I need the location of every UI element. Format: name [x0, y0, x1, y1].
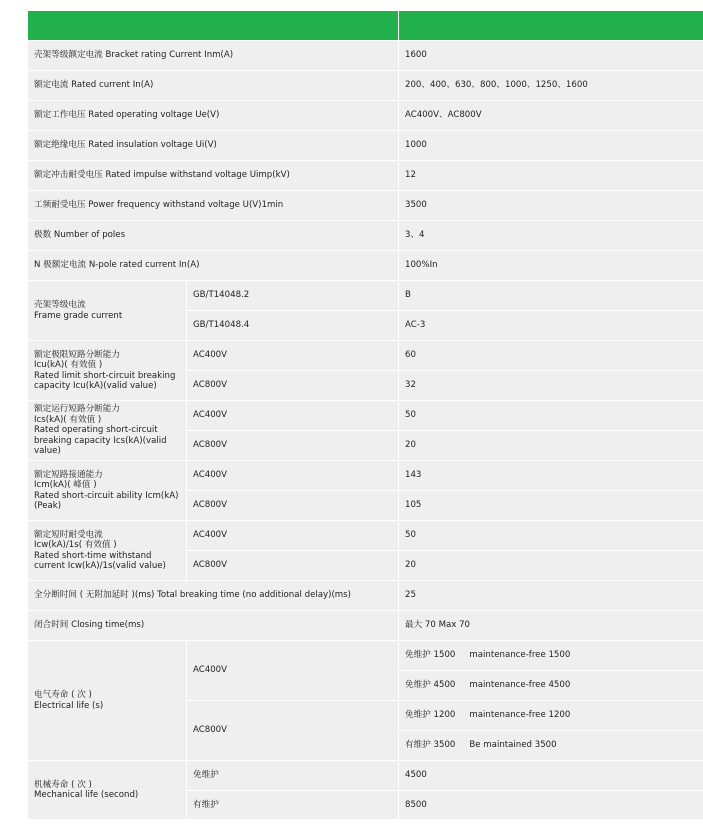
row-label: 工频耐受电压 Power frequency withstand voltage U(V)1min [28, 191, 399, 221]
sub-label: AC400V [187, 461, 399, 491]
row-value: 60 [399, 341, 703, 371]
sub-label: AC400V [187, 341, 399, 371]
group-label-icw [28, 521, 187, 581]
spec-table-container [27, 10, 703, 820]
table-row [28, 191, 703, 221]
value-en: Be maintained 3500 [469, 740, 557, 751]
row-value: 1600 [399, 41, 703, 71]
row-value: 105 [399, 491, 703, 521]
value-cn: 免维护 1500 [405, 650, 456, 661]
sub-label: AC800V [187, 491, 399, 521]
sub-label: AC800V [187, 701, 399, 761]
label-symbol: Icm(kA)( 峰值 ) [34, 480, 97, 491]
label-cn: 额定运行短路分断能力 [34, 404, 120, 415]
row-label: 额定工作电压 Rated operating voltage Ue(V) [28, 101, 399, 131]
label-en: Rated operating short-circuit breaking capacity Ics(kA)(valid value) [34, 425, 167, 457]
label-cn: 额定短路接通能力 [34, 469, 103, 480]
row-value: 50 [399, 401, 703, 431]
table-row [28, 761, 703, 791]
sub-label: AC800V [187, 371, 399, 401]
label-cn: 机械寿命 ( 次 ) [34, 779, 92, 790]
sub-label: 有维护 [187, 791, 399, 820]
table-row [28, 401, 703, 431]
label-cn: 电气寿命 ( 次 ) [34, 690, 92, 701]
row-value: 143 [399, 461, 703, 491]
label-en: Rated short-circuit ability Icm(kA) (Peak) [34, 490, 179, 511]
row-value: 50 [399, 521, 703, 551]
group-label-icm [28, 461, 187, 521]
row-value [399, 701, 703, 731]
sub-label: AC400V [187, 401, 399, 431]
table-row [28, 221, 703, 251]
row-value [399, 641, 703, 671]
header-cell-left [28, 11, 399, 41]
value-en: maintenance-free 1500 [469, 650, 571, 661]
value-cn: 免维护 4500 [405, 680, 456, 691]
row-label: 壳架等级额定电流 Bracket rating Current Inm(A) [28, 41, 399, 71]
table-row [28, 131, 703, 161]
row-value: 4500 [399, 761, 703, 791]
group-label-electrical-life [28, 641, 187, 761]
table-row [28, 611, 703, 641]
row-value: 32 [399, 371, 703, 401]
spec-table [27, 10, 703, 820]
label-cn: 额定短时耐受电流 [34, 529, 103, 540]
group-label-frame-grade [28, 281, 187, 341]
row-value: 200、400、630、800、1000、1250、1600 [399, 71, 703, 101]
sub-label: AC800V [187, 551, 399, 581]
label-en: Mechanical life (second) [34, 790, 139, 800]
row-value: 12 [399, 161, 703, 191]
sub-label: AC800V [187, 431, 399, 461]
row-label: 额定电流 Rated current In(A) [28, 71, 399, 101]
table-row [28, 71, 703, 101]
row-label: 全分断时间 ( 无附加延时 )(ms) Total breaking time (no additional delay)(ms) [28, 581, 399, 611]
row-label: 额定绝缘电压 Rated insulation voltage Ui(V) [28, 131, 399, 161]
sub-label: AC400V [187, 641, 399, 701]
row-value: 25 [399, 581, 703, 611]
label-en: Electrical life (s) [34, 700, 104, 711]
row-label: N 极额定电流 N-pole rated current In(A) [28, 251, 399, 281]
header-cell-right [399, 11, 703, 41]
table-row [28, 521, 703, 551]
row-value: AC-3 [399, 311, 703, 341]
label-en: Rated limit short-circuit breaking capacity Icu(kA)(valid value) [34, 370, 176, 391]
row-value: 最大 70 Max 70 [399, 611, 703, 641]
group-label-mechanical-life [28, 761, 187, 820]
label-symbol: Icw(kA)/1s( 有效值 ) [34, 540, 117, 551]
table-row [28, 161, 703, 191]
table-row [28, 281, 703, 311]
table-header [28, 11, 703, 41]
row-value: 20 [399, 431, 703, 461]
row-value: B [399, 281, 703, 311]
value-cn: 有维护 3500 [405, 740, 456, 751]
table-row [28, 461, 703, 491]
label-en: Rated short-time withstand current Icw(kA)/1s(valid value) [34, 550, 166, 571]
table-row [28, 641, 703, 671]
label-en: Frame grade current [34, 310, 123, 321]
row-label: 额定冲击耐受电压 Rated impulse withstand voltage Uimp(kV) [28, 161, 399, 191]
sub-label: 免维护 [187, 761, 399, 791]
table-row [28, 101, 703, 131]
table-row [28, 251, 703, 281]
row-label: 闭合时间 Closing time(ms) [28, 611, 399, 641]
label-symbol: Icu(kA)( 有效值 ) [34, 360, 103, 371]
group-label-ics [28, 401, 187, 461]
value-cn: 免维护 1200 [405, 710, 456, 721]
row-value: 1000 [399, 131, 703, 161]
row-value: 3、4 [399, 221, 703, 251]
row-label: 极数 Number of poles [28, 221, 399, 251]
row-value: 20 [399, 551, 703, 581]
row-value: 8500 [399, 791, 703, 820]
table-row [28, 581, 703, 611]
group-label-icu [28, 341, 187, 401]
label-symbol: Ics(kA)( 有效值 ) [34, 414, 102, 425]
label-cn: 额定极限短路分断能力 [34, 349, 120, 360]
row-value: AC400V、AC800V [399, 101, 703, 131]
sub-label: AC400V [187, 521, 399, 551]
sub-label: GB/T14048.2 [187, 281, 399, 311]
value-en: maintenance-free 4500 [469, 680, 571, 691]
row-value: 100%In [399, 251, 703, 281]
label-cn: 壳架等级电流 [34, 300, 86, 311]
table-row [28, 341, 703, 371]
row-value [399, 731, 703, 761]
table-row [28, 41, 703, 71]
sub-label: GB/T14048.4 [187, 311, 399, 341]
row-value: 3500 [399, 191, 703, 221]
value-en: maintenance-free 1200 [469, 710, 571, 721]
row-value [399, 671, 703, 701]
